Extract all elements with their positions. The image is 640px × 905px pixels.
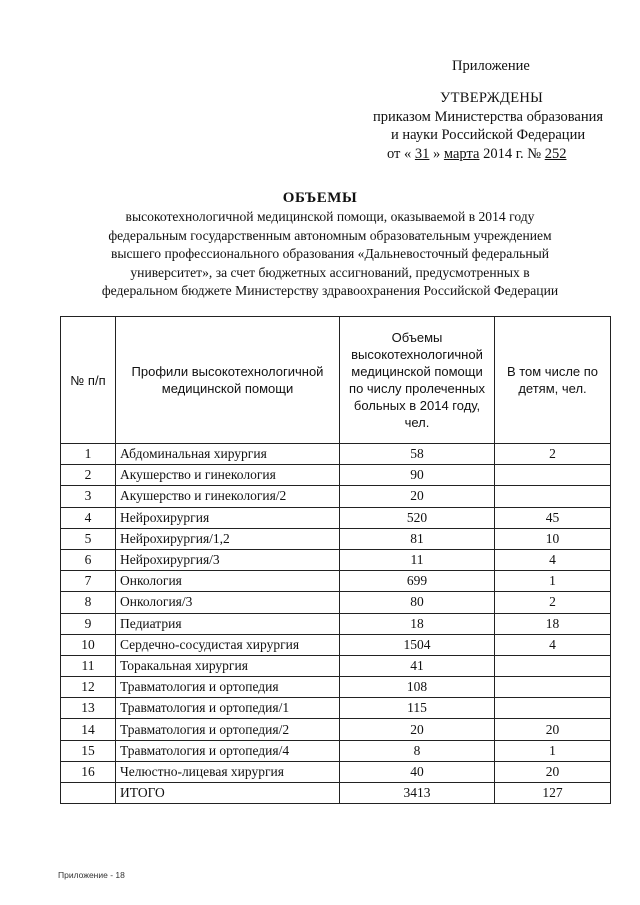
row-profile: Акушерство и гинекология/2 [116,486,340,507]
row-volume: 8 [340,740,495,761]
row-children [495,486,611,507]
appendix-label: Приложение [452,58,530,74]
row-profile: Абдоминальная хирургия [116,444,340,465]
order-number: 252 [544,146,567,162]
row-number: 10 [61,634,116,655]
row-children: 20 [495,761,611,782]
table-row [61,528,611,549]
table-row [61,444,611,465]
document-subtitle: высокотехнологичной медицинской помощи, оказываемой в 2014 году федеральным государственным автономным образовательным учреждением высшего профессионального образования «Дальневосточный федеральный университет», за счет бюджетных ассигнований, предусмотренных в федеральном бюджете Министерству здравоохранения Российской Федерации [101,209,559,299]
row-volume: 1504 [340,634,495,655]
volumes-table [60,316,611,804]
row-profile: Торакальная хирургия [116,655,340,676]
row-volume: 81 [340,528,495,549]
order-mid: » [433,146,441,162]
total-volume: 3413 [340,783,495,804]
row-children: 45 [495,507,611,528]
row-profile: Онкология/3 [116,592,340,613]
row-number: 4 [61,507,116,528]
order-month: марта [443,146,480,162]
row-volume: 20 [340,719,495,740]
row-number: 14 [61,719,116,740]
row-profile: Педиатрия [116,613,340,634]
col-header-children: В том числе по детям, чел. [495,317,611,444]
order-line-2: и науки Российской Федерации [391,127,586,143]
row-children: 4 [495,549,611,570]
row-children [495,655,611,676]
total-number [61,783,116,804]
row-number: 15 [61,740,116,761]
row-profile: Акушерство и гинекология [116,465,340,486]
row-number: 8 [61,592,116,613]
table-row [61,634,611,655]
row-children: 4 [495,634,611,655]
row-profile: Онкология [116,571,340,592]
order-prefix: от « [387,146,412,162]
row-volume: 520 [340,507,495,528]
row-number: 1 [61,444,116,465]
table-header-row [61,317,611,444]
total-label: ИТОГО [116,783,340,804]
row-children: 1 [495,571,611,592]
table-row [61,698,611,719]
total-row [61,783,611,804]
table-row [61,486,611,507]
row-volume: 90 [340,465,495,486]
row-profile: Нейрохирургия/3 [116,549,340,570]
row-number: 6 [61,549,116,570]
row-children: 18 [495,613,611,634]
row-volume: 40 [340,761,495,782]
row-number: 12 [61,677,116,698]
row-volume: 18 [340,613,495,634]
row-children: 10 [495,528,611,549]
table-row [61,592,611,613]
table-row [61,677,611,698]
row-volume: 58 [340,444,495,465]
row-children [495,698,611,719]
row-profile: Травматология и ортопедия/2 [116,719,340,740]
row-number: 13 [61,698,116,719]
order-line-1: приказом Министерства образования [373,109,604,125]
table-row [61,655,611,676]
row-number: 5 [61,528,116,549]
row-volume: 20 [340,486,495,507]
row-number: 11 [61,655,116,676]
row-number: 16 [61,761,116,782]
row-number: 7 [61,571,116,592]
row-volume: 41 [340,655,495,676]
row-profile: Нейрохирургия [116,507,340,528]
col-header-number: № п/п [61,317,116,444]
table-row [61,719,611,740]
table-body [61,444,611,804]
row-profile: Сердечно-сосудистая хирургия [116,634,340,655]
row-volume: 11 [340,549,495,570]
row-profile: Травматология и ортопедия [116,677,340,698]
row-children: 20 [495,719,611,740]
table-row [61,507,611,528]
table-row [61,761,611,782]
order-day: 31 [414,146,430,162]
row-volume: 115 [340,698,495,719]
row-number: 3 [61,486,116,507]
row-volume: 108 [340,677,495,698]
row-children: 2 [495,444,611,465]
row-children: 1 [495,740,611,761]
row-profile: Челюстно-лицевая хирургия [116,761,340,782]
table-row [61,571,611,592]
table-row [61,549,611,570]
row-number: 9 [61,613,116,634]
row-children: 2 [495,592,611,613]
table-row [61,465,611,486]
table-row [61,613,611,634]
row-children [495,465,611,486]
row-volume: 699 [340,571,495,592]
col-header-profile: Профили высокотехнологичной медицинской помощи [116,317,340,444]
order-year: 2014 г. № [483,146,542,162]
row-profile: Травматология и ортопедия/4 [116,740,340,761]
page-footer: Приложение - 18 [58,870,125,880]
row-volume: 80 [340,592,495,613]
order-date-line [387,146,566,163]
table-row [61,740,611,761]
row-profile: Нейрохирургия/1,2 [116,528,340,549]
document-title: ОБЪЕМЫ [282,190,358,206]
col-header-volume: Объемы высокотехнологичной медицинской помощи по числу пролеченных больных в 2014 году, чел. [340,317,495,444]
total-children: 127 [495,783,611,804]
row-number: 2 [61,465,116,486]
approved-label: УТВЕРЖДЕНЫ [440,90,544,106]
row-children [495,677,611,698]
row-profile: Травматология и ортопедия/1 [116,698,340,719]
